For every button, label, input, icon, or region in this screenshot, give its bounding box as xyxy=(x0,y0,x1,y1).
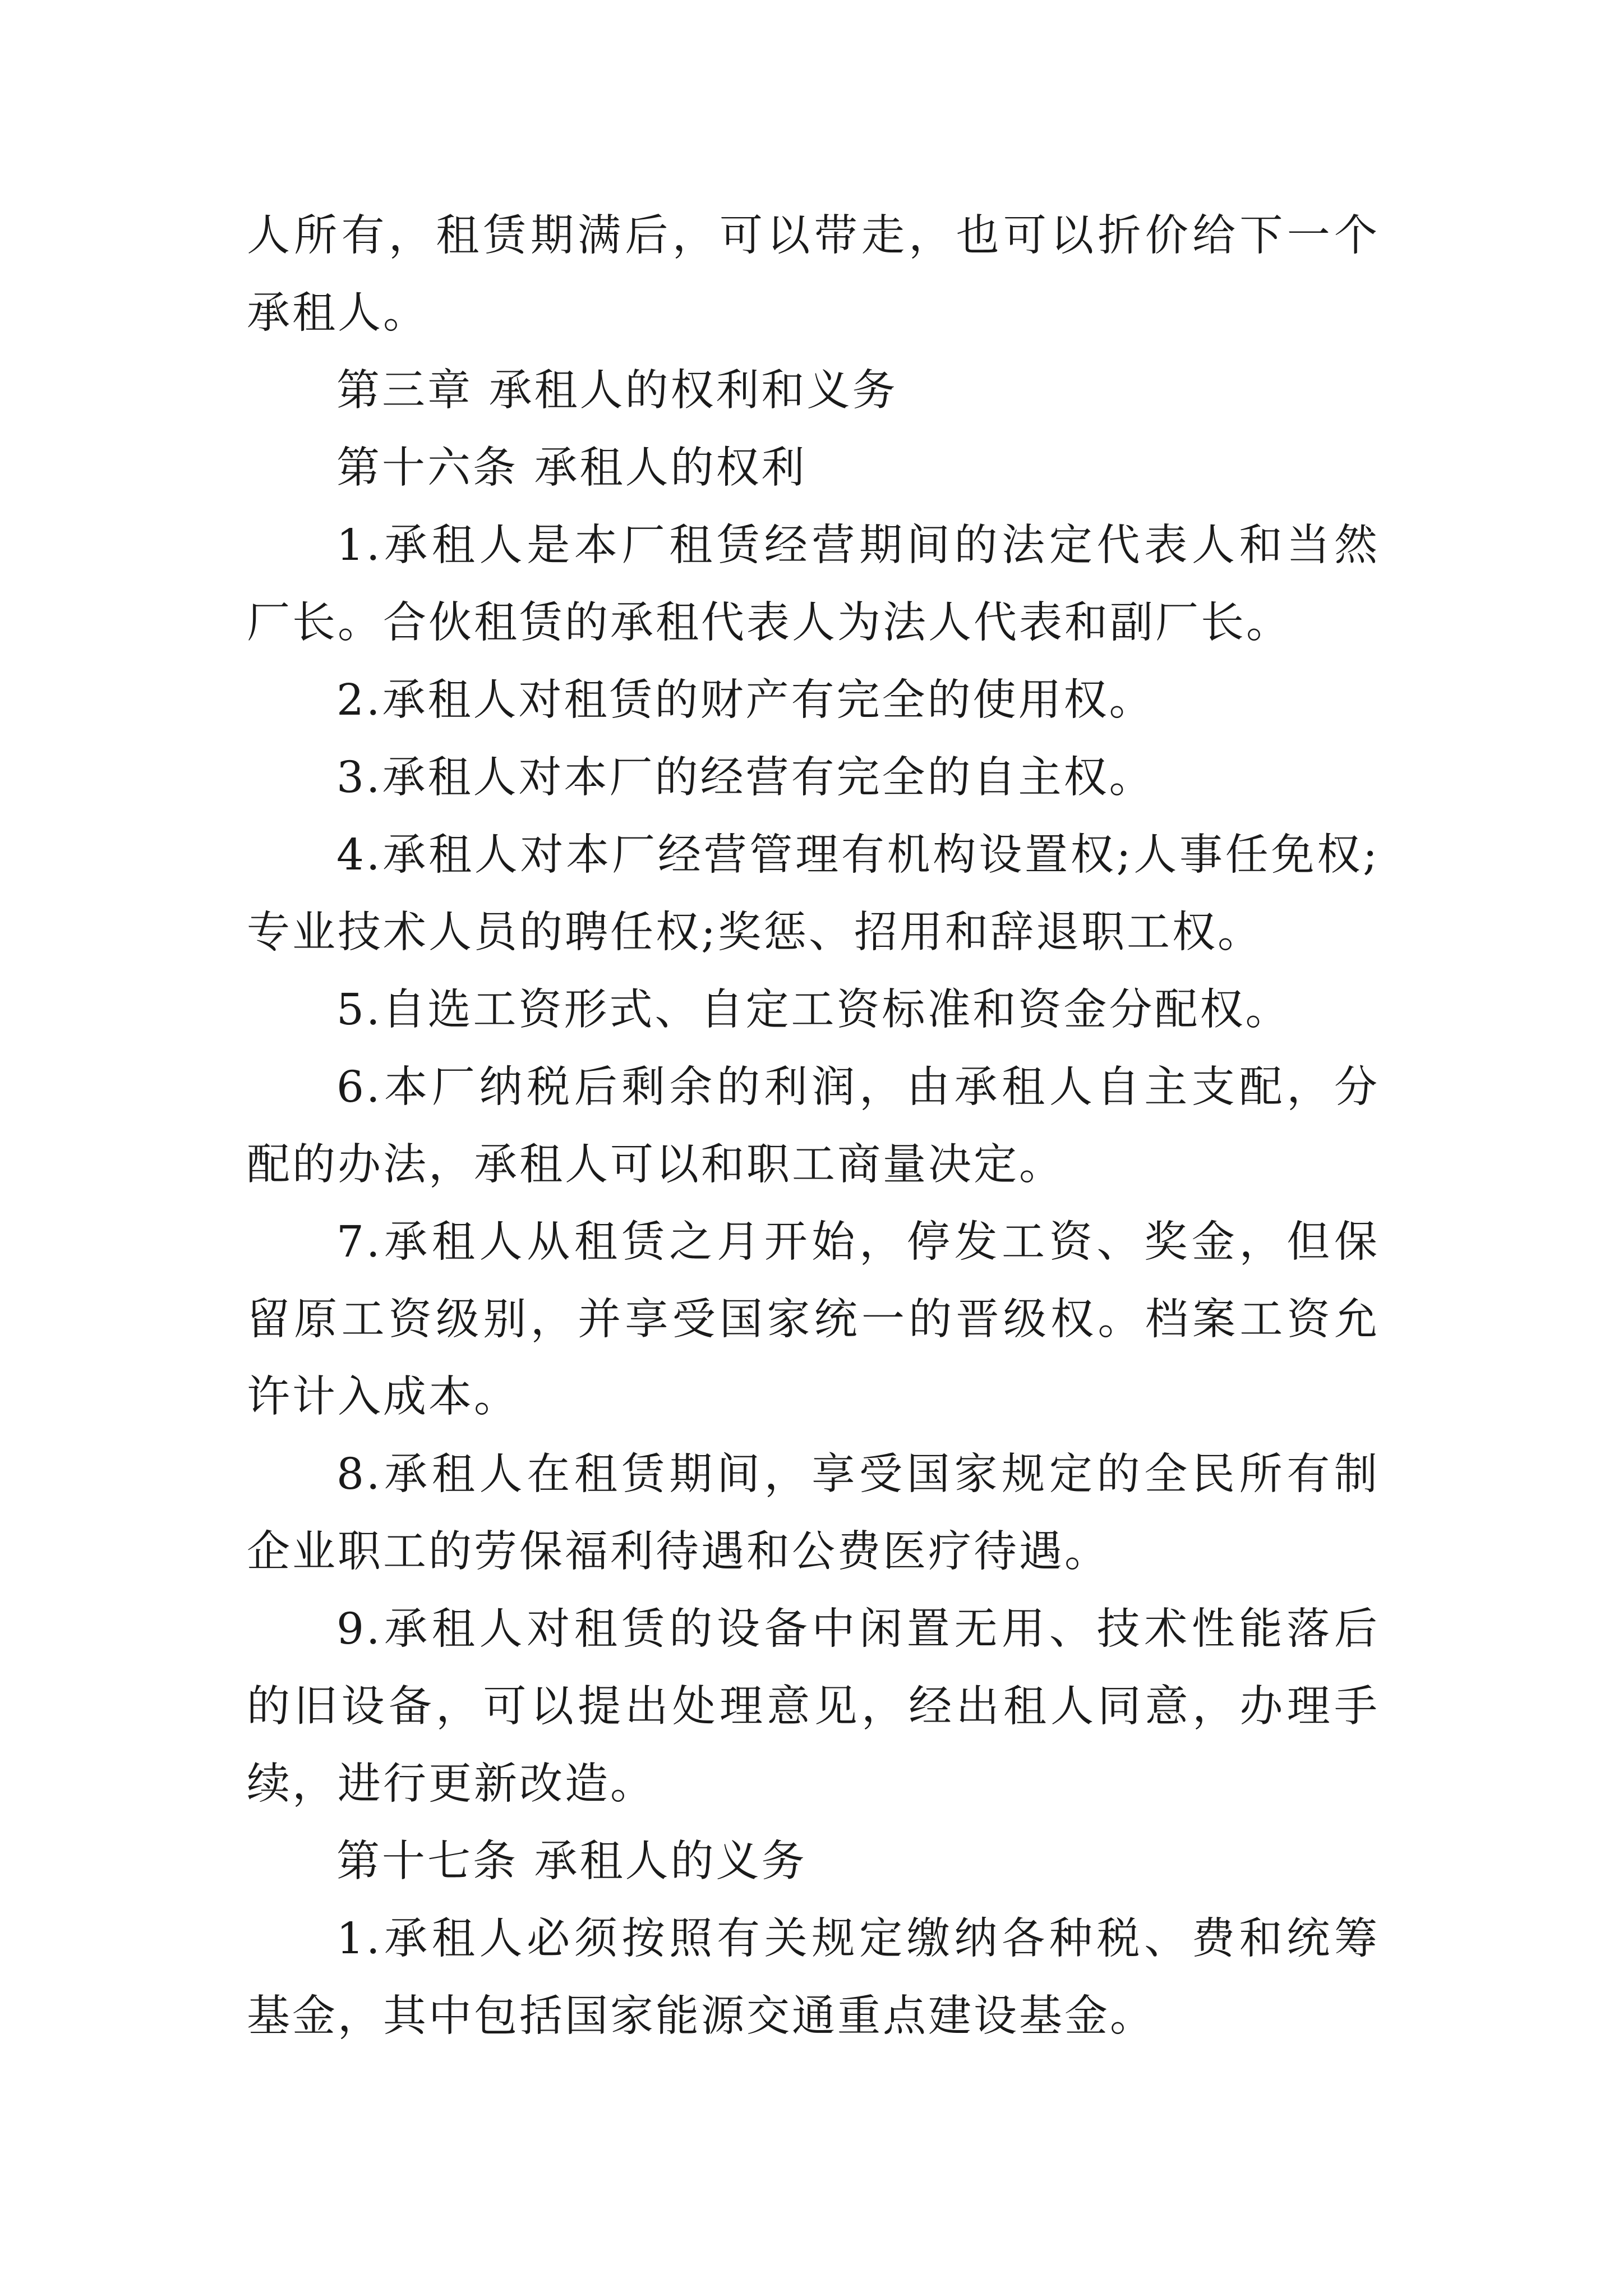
chapter-heading: 第三章 承租人的权利和义务 xyxy=(336,366,898,416)
document-body xyxy=(247,197,1380,2055)
article-heading-17: 第十七条 承租人的义务 xyxy=(336,1837,807,1887)
list-item: 8.承租人在租赁期间，享受国家规定的全民所有制企业职工的劳保福利待遇和公费医疗待遇。 xyxy=(247,1450,1380,1577)
list-item: 2.承租人对租赁的财产有完全的使用权。 xyxy=(336,675,1155,725)
list-item: 1.承租人是本厂租赁经营期间的法定代表人和当然厂长。合伙租赁的承租代表人为法人代表和副厂长。 xyxy=(247,521,1380,648)
paragraph-continuation: 人所有，租赁期满后，可以带走，也可以折价给下一个承租人。 xyxy=(247,211,1380,338)
list-item: 1.承租人必须按照有关规定缴纳各种税、费和统筹基金，其中包括国家能源交通重点建设基金。 xyxy=(247,1914,1380,2041)
list-item: 6.本厂纳税后剩余的利润，由承租人自主支配，分配的办法，承租人可以和职工商量决定。 xyxy=(247,1062,1380,1190)
article-heading-16: 第十六条 承租人的权利 xyxy=(336,443,807,493)
list-item: 9.承租人对租赁的设备中闲置无用、技术性能落后的旧设备，可以提出处理意见，经出租人同意，办理手续，进行更新改造。 xyxy=(247,1604,1380,1809)
list-item: 3.承租人对本厂的经营有完全的自主权。 xyxy=(336,753,1155,803)
list-item: 5.自选工资形式、自定工资标准和资金分配权。 xyxy=(336,985,1291,1035)
list-item: 7.承租人从租赁之月开始，停发工资、奖金，但保留原工资级别，并享受国家统一的晋级权。档案工资允许计入成本。 xyxy=(247,1217,1380,1422)
list-item: 4.承租人对本厂经营管理有机构设置权;人事任免权;专业技术人员的聘任权;奖惩、招用和辞退职工权。 xyxy=(247,830,1380,958)
